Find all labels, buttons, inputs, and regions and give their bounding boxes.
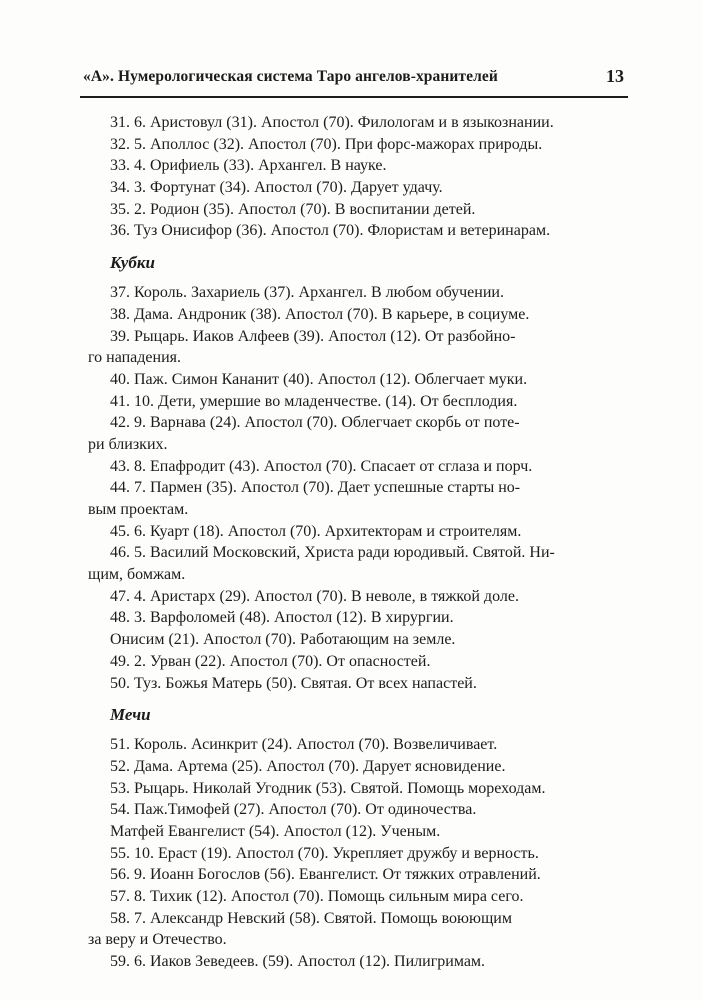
entries-block-2 (88, 282, 628, 694)
entry-line: 32. 5. Аполлос (32). Апостол (70). При форс-мажорах природы. (110, 135, 543, 153)
entry-line: 39. Рыцарь. Иаков Алфеев (39). Апостол (12). От разбойно- (110, 327, 516, 345)
entry-line: 46. 5. Василий Московский, Христа ради юродивый. Святой. Ни- (110, 544, 555, 562)
entry-line: 57. 8. Тихик (12). Апостол (70). Помощь сильным мира сего. (110, 888, 524, 905)
page-number: 13 (606, 66, 624, 86)
entry-continuation: вым проектам. (88, 501, 189, 518)
entry-line: 55. 10. Ераст (19). Апостол (70). Укрепляет дружбу и верность. (110, 844, 539, 862)
entry-line: 59. 6. Иаков Зеведеев. (59). Апостол (12). Пилигримам. (110, 953, 486, 971)
entry-line: 33. 4. Орифиель (33). Архангел. В науке. (110, 157, 387, 175)
entry-line: 34. 3. Фортунат (34). Апостол (70). Дарует удачу. (110, 179, 443, 197)
section-heading-cups: Кубки (110, 253, 155, 273)
section-heading-swords: Мечи (110, 705, 151, 725)
entry-line: 51. Король. Асинкрит (24). Апостол (70). Возвеличивает. (110, 736, 498, 754)
entry-line: 38. Дама. Андроник (38). Апостол (70). В карьере, в социуме. (110, 305, 530, 323)
entry-line: 40. Паж. Симон Кананит (40). Апостол (12). Облегчает муки. (110, 370, 528, 388)
entry-line: 31. 6. Аристовул (31). Апостол (70). Филологам и в языкознании. (110, 114, 554, 131)
entry-line: 41. 10. Дети, умершие во младенчестве. (14). От бесплодия. (110, 392, 518, 410)
entry-line: Матфей Евангелист (54). Апостол (12). Ученым. (110, 822, 441, 840)
entry-continuation: ри близких. (88, 435, 168, 453)
entry-line: 47. 4. Аристарх (29). Апостол (70). В неволе, в тяжкой доле. (110, 587, 519, 605)
entry-line: 52. Дама. Артема (25). Апостол (70). Дарует ясновидение. (110, 757, 506, 775)
entry-line: 58. 7. Александр Невский (58). Святой. Помощь воюющим (110, 909, 512, 927)
entry-line: 36. Туз Онисифор (36). Апостол (70). Флористам и ветеринарам. (110, 222, 551, 240)
entry-line: 53. Рыцарь. Николай Угодник (53). Святой. Помощь мореходам. (110, 779, 546, 797)
page-body (88, 112, 628, 973)
entry-line: 42. 9. Варнава (24). Апостол (70). Облегчает скорбь от поте- (110, 414, 520, 432)
entry-line: 48. 3. Варфоломей (48). Апостол (12). В хирургии. (110, 609, 454, 627)
entry-line: 43. 8. Епафродит (43). Апостол (70). Спасает от сглаза и порч. (110, 457, 533, 475)
header-title: «А». Нумерологическая система Таро ангелов-хранителей (83, 68, 498, 85)
entry-line: 37. Король. Захариель (37). Архангел. В любом обучении. (110, 284, 504, 302)
entries-block-1 (88, 112, 628, 242)
entry-line: 56. 9. Иоанн Богослов (56). Евангелист. От тяжких отравлений. (110, 866, 541, 884)
entry-line: 50. Туз. Божья Матерь (50). Святая. От всех напастей. (110, 674, 477, 692)
running-header (80, 66, 628, 98)
entry-line: Онисим (21). Апостол (70). Работающим на земле. (110, 631, 456, 649)
entry-line: 45. 6. Куарт (18). Апостол (70). Архитекторам и строителям. (110, 522, 522, 540)
entry-line: 35. 2. Родион (35). Апостол (70). В воспитании детей. (110, 200, 476, 218)
entry-continuation: щим, бомжам. (88, 566, 186, 584)
entry-line: 54. Паж.Тимофей (27). Апостол (70). От одиночества. (110, 801, 477, 819)
entry-line: 49. 2. Урван (22). Апостол (70). От опасностей. (110, 652, 431, 670)
entries-block-3 (88, 734, 628, 973)
entry-line: 44. 7. Пармен (35). Апостол (70). Дает успешные старты но- (110, 479, 521, 497)
entry-continuation: за веру и Отечество. (88, 931, 227, 949)
entry-continuation: го нападения. (88, 349, 182, 367)
